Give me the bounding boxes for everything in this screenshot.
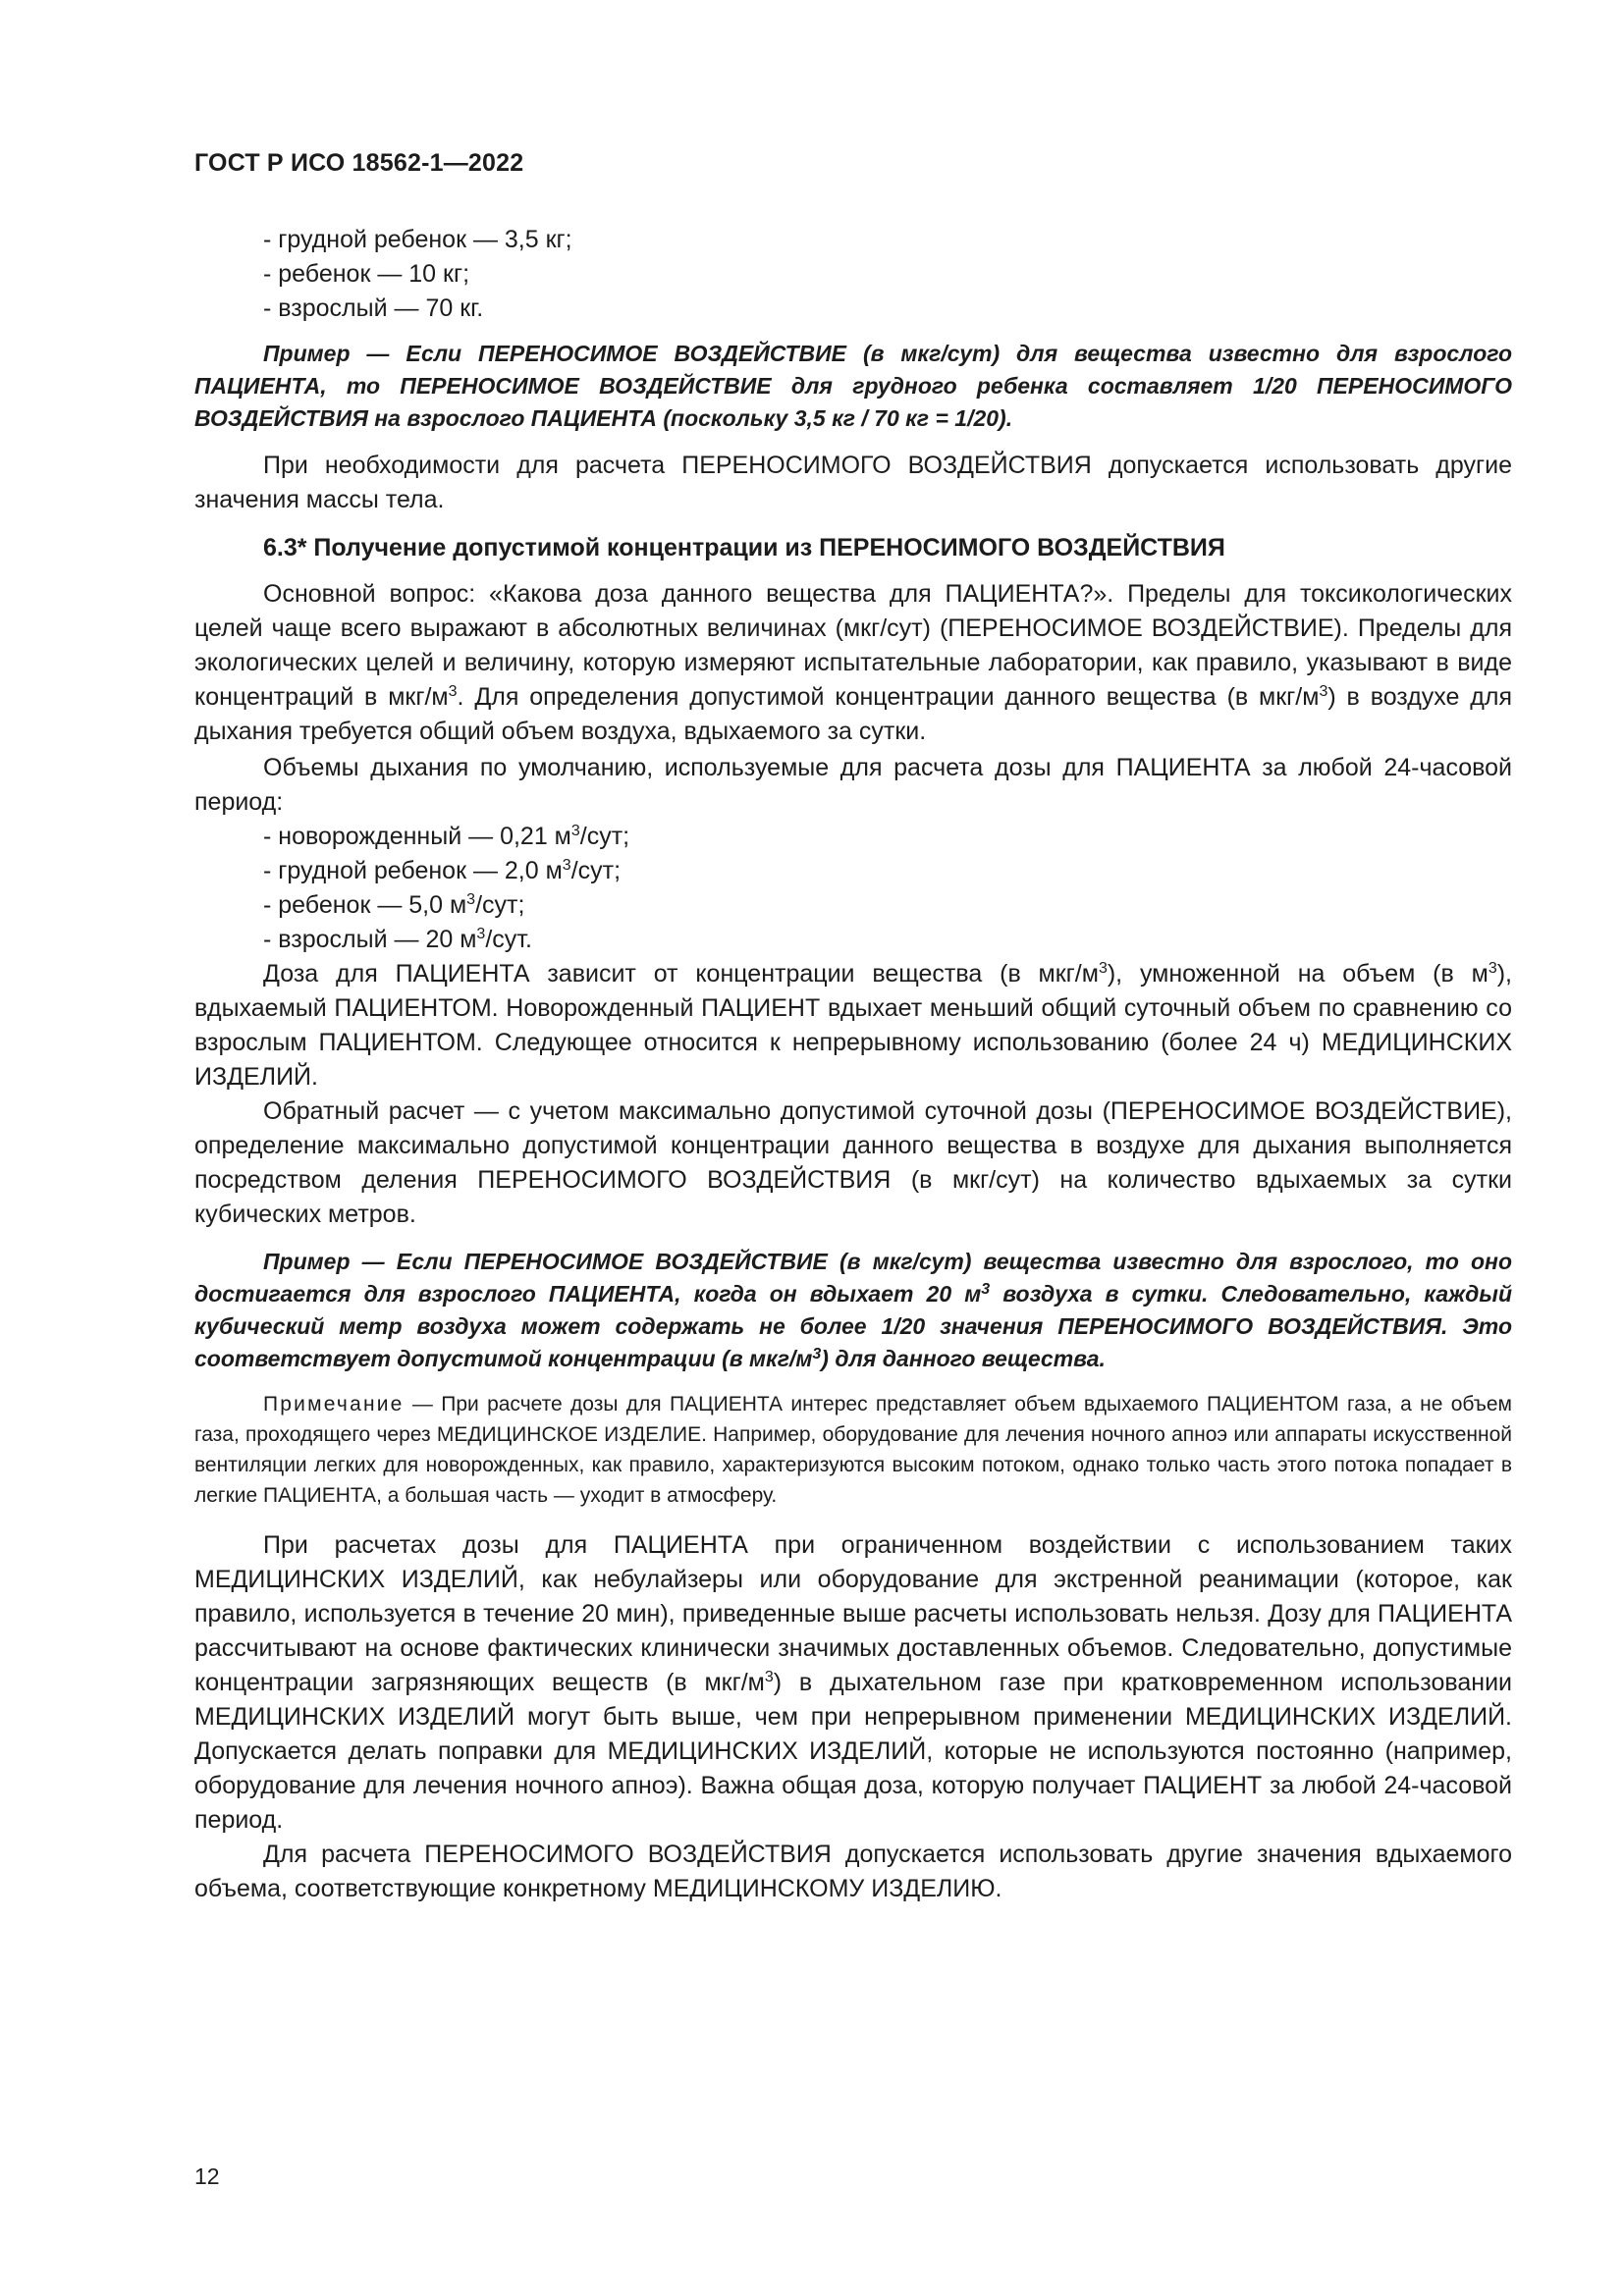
superscript: 3 <box>448 683 458 700</box>
note-text: — При расчете дозы для ПАЦИЕНТА интерес представляет объем вдыхаемого ПАЦИЕНТОМ газа, а не объем газа, проходящего через МЕДИЦИНСКОЕ ИЗДЕЛИЕ. Например, оборудование для лечения ночного апноэ или аппараты искусственной вентиляции легких для новорожденных, как правило, характеризуются высоким потоком, однако только часть этого потока попадает в легкие ПАЦИЕНТА, а большая часть — уходит в атмосферу. <box>194 1393 1512 1507</box>
text-run: Основной вопрос: «Какова доза данного вещества для ПАЦИЕНТА?». Пределы для токсикологических целей чаще всего выражают в абсолютных величинах (мкг/сут) (ПЕРЕНОСИМОЕ ВОЗДЕЙСТВИЕ). Пределы для экологических целей и величину, которую измеряют испытательные лаборатории, как правило, указывают в виде концентраций в мкг/м <box>194 580 1512 711</box>
text-run: ), вдыхаемый ПАЦИЕНТОМ. Новорожденный ПАЦИЕНТ вдыхает меньший общий суточный объем по сравнению со взрослым ПАЦИЕНТОМ. Следующее относится к непрерывному использованию (более 24 ч) МЕДИЦИНСКИХ ИЗДЕЛИЙ. <box>194 960 1512 1091</box>
text-run: При расчетах дозы для ПАЦИЕНТА при ограниченном воздействии с использованием таких МЕДИЦИНСКИХ ИЗДЕЛИЙ, как небулайзеры или оборудование для экстренной реанимации (которое, как правило, используется в течение 20 мин), приведенные выше расчеты использовать нельзя. Дозу для ПАЦИЕНТА рассчитывают на основе фактических клинически значимых доставленных объемов. Следовательно, допустимые концентрации загрязняющих веществ (в мкг/м <box>194 1531 1512 1696</box>
superscript: 3 <box>570 823 580 839</box>
list-item: - грудной ребенок — 3,5 кг; <box>263 226 572 253</box>
note-label: Примечание <box>263 1393 405 1415</box>
list-item <box>194 820 1512 854</box>
text-run: /сут. <box>485 926 532 953</box>
superscript: 3 <box>1319 683 1328 700</box>
text-run: - новорожденный — 0,21 м <box>263 823 571 850</box>
body-mass-list <box>194 223 1512 326</box>
text-run: - ребенок — 5,0 м <box>263 891 467 919</box>
paragraph-other-volume: Для расчета ПЕРЕНОСИМОГО ВОЗДЕЙСТВИЯ допускается использовать другие значения вдыхаемого объема, соответствующие конкретному МЕДИЦИНСКОМУ ИЗДЕЛИЮ. <box>194 1841 1512 1902</box>
example-2 <box>194 1246 1512 1375</box>
paragraph-reverse-calc: Обратный расчет — с учетом максимально допустимой суточной дозы (ПЕРЕНОСИМОЕ ВОЗДЕЙСТВИЕ), определение максимально допустимой концентрации данного вещества в воздухе для дыхания выполняется посредством деления ПЕРЕНОСИМОГО ВОЗДЕЙСТВИЯ (в мкг/сут) на количество вдыхаемых за сутки кубических метров. <box>194 1097 1512 1228</box>
paragraph-dose <box>194 957 1512 1095</box>
text-run: /сут; <box>570 857 622 884</box>
section-heading: 6.3* Получение допустимой концентрации из ПЕРЕНОСИМОГО ВОЗДЕЙСТВИЯ <box>263 534 1225 561</box>
superscript: 3 <box>1098 960 1108 977</box>
paragraph-volumes-intro: Объемы дыхания по умолчанию, используемые для расчета дозы для ПАЦИЕНТА за любой 24-часовой период: <box>194 754 1512 816</box>
paragraph-main-question <box>194 577 1512 749</box>
list-item: - взрослый — 70 кг. <box>263 294 484 322</box>
text-run: ) в воздухе для дыхания требуется общий объем воздуха, вдыхаемого за сутки. <box>194 683 1513 745</box>
list-item <box>194 923 1512 957</box>
text-run: /сут; <box>579 823 630 850</box>
text-run: /сут; <box>475 891 525 919</box>
superscript: 3 <box>764 1669 774 1685</box>
paragraph-other-mass: При необходимости для расчета ПЕРЕНОСИМОГО ВОЗДЕЙСТВИЯ допускается использовать другие значения массы тела. <box>194 452 1512 513</box>
superscript: 3 <box>562 857 571 874</box>
superscript: 3 <box>466 891 476 908</box>
paragraph-limited-exposure <box>194 1528 1512 1838</box>
example-1: Пример — Если ПЕРЕНОСИМОЕ ВОЗДЕЙСТВИЕ (в мкг/сут) для вещества известно для взрослого ПАЦИЕНТА, то ПЕРЕНОСИМОЕ ВОЗДЕЙСТВИЕ для грудного ребенка составляет 1/20 ПЕРЕНОСИМОГО ВОЗДЕЙСТВИЯ на взрослого ПАЦИЕНТА (поскольку 3,5 кг / 70 кг = 1/20). <box>194 341 1512 431</box>
list-item <box>194 854 1512 888</box>
text-run: ) для данного вещества. <box>821 1346 1106 1371</box>
text-run: Доза для ПАЦИЕНТА зависит от концентрации вещества (в мкг/м <box>263 960 1099 988</box>
text-run: - грудной ребенок — 2,0 м <box>263 857 563 884</box>
page-number: 12 <box>194 2163 220 2189</box>
superscript: 3 <box>476 926 486 942</box>
document-header: ГОСТ Р ИСО 18562-1—2022 <box>194 149 524 177</box>
list-item <box>194 888 1512 923</box>
text-run: - взрослый — 20 м <box>263 926 477 953</box>
text-run: Пример — Если ПЕРЕНОСИМОЕ ВОЗДЕЙСТВИЕ (в мкг/сут) вещества известно для взрослого, то оно достигается для взрослого ПАЦИЕНТА, когда он вдыхает 20 м <box>194 1249 1512 1307</box>
page-body <box>194 223 1512 1906</box>
note <box>194 1389 1512 1511</box>
text-run: воздуха в сутки. Следовательно, каждый кубический метр воздуха может содержать не более 1/20 значения ПЕРЕНОСИМОГО ВОЗДЕЙСТВИЯ. Это соответствует допустимой концентрации (в мкг/м <box>194 1281 1513 1371</box>
volumes-list <box>194 820 1512 957</box>
text-run: ) в дыхательном газе при кратковременном использовании МЕДИЦИНСКИХ ИЗДЕЛИЙ могут быть выше, чем при непрерывном применении МЕДИЦИНСКИХ ИЗДЕЛИЙ. Допускается делать поправки для МЕДИЦИНСКИХ ИЗДЕЛИЙ, которые не используются постоянно (например, оборудование для лечения ночного апноэ). Важна общая доза, которую получает ПАЦИЕНТ за любой 24-часовой период. <box>194 1669 1513 1834</box>
superscript: 3 <box>812 1346 822 1362</box>
list-item: - ребенок — 10 кг; <box>263 260 470 288</box>
superscript: 3 <box>981 1281 991 1298</box>
text-run: ), умноженной на объем (в м <box>1107 960 1489 988</box>
text-run: . Для определения допустимой концентрации данного вещества (в мкг/м <box>457 683 1320 711</box>
superscript: 3 <box>1488 960 1497 977</box>
